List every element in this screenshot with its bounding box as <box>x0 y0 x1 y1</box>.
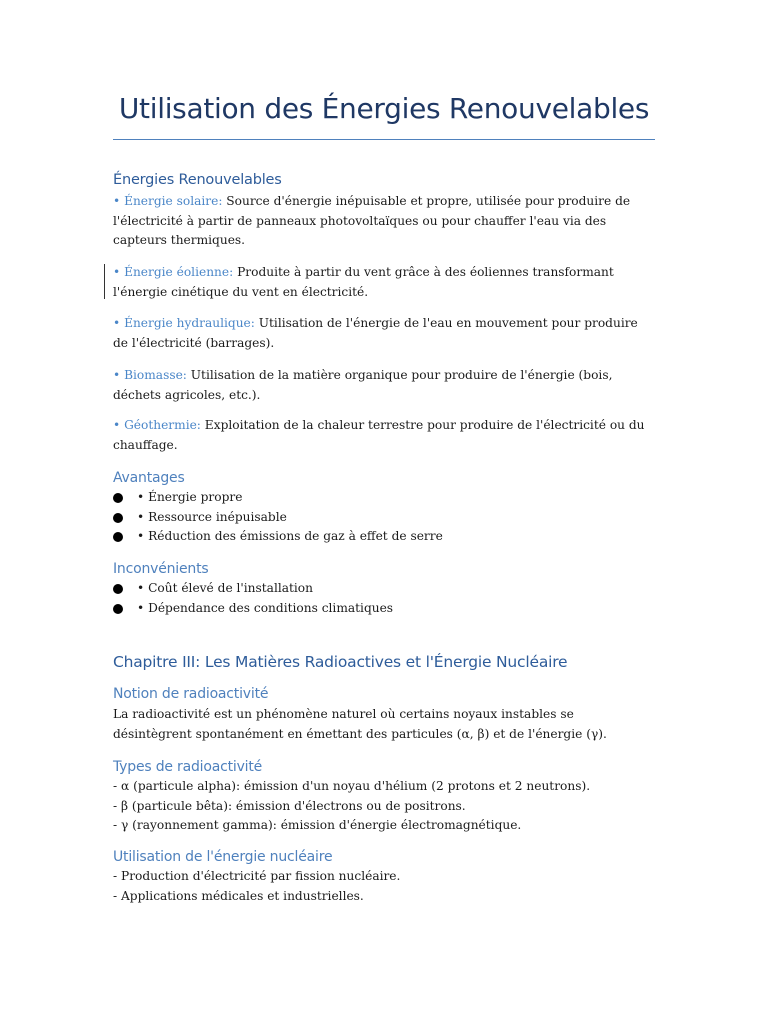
term-wind: • Énergie éolienne: <box>113 265 234 279</box>
bullet-icon <box>113 493 123 503</box>
list-item: - α (particule alpha): émission d'un noyau d'hélium (2 protons et 2 neutrons). <box>113 779 591 793</box>
text-wind: Produite à partir du vent grâce à des éoliennes transformant l'énergie cinétique du vent en électricité. <box>113 265 614 299</box>
document-title: Utilisation des Énergies Renouvelables <box>118 92 650 125</box>
bullet-icon <box>113 604 123 614</box>
list-item: - γ (rayonnement gamma): émission d'énergie électromagnétique. <box>113 818 522 832</box>
paragraph-geothermal <box>113 416 655 455</box>
bullet-icon <box>113 584 123 594</box>
types-list <box>113 777 655 836</box>
text-cursor <box>104 264 105 299</box>
drawbacks-list <box>113 579 655 618</box>
bullet-icon <box>113 513 123 523</box>
text-biomass: Utilisation de la matière organique pour produire de l'énergie (bois, déchets agricoles, etc.). <box>113 368 613 402</box>
paragraph-wind <box>113 263 655 302</box>
term-geothermal: • Géothermie: <box>113 418 201 432</box>
term-hydro: • Énergie hydraulique: <box>113 316 255 330</box>
title-divider <box>113 139 655 140</box>
list-item: • Coût élevé de l'installation <box>113 579 655 599</box>
list-item: - Production d'électricité par fission nucléaire. <box>113 869 401 883</box>
list-item: - Applications médicales et industrielles. <box>113 888 364 903</box>
list-item: • Réduction des émissions de gaz à effet de serre <box>113 527 655 547</box>
list-item: • Ressource inépuisable <box>113 508 655 528</box>
advantages-list <box>113 488 655 547</box>
paragraph-biomass <box>113 366 655 405</box>
text-geothermal: Exploitation de la chaleur terrestre pour produire de l'électricité ou du chauffage. <box>113 418 645 452</box>
section-heading-advantages: Avantages <box>113 470 185 486</box>
section-heading-drawbacks: Inconvénients <box>113 561 209 577</box>
text-hydro: Utilisation de l'énergie de l'eau en mouvement pour produire de l'électricité (barrages). <box>113 316 638 350</box>
bullet-icon <box>113 532 123 542</box>
section-heading-types: Types de radioactivité <box>113 759 263 775</box>
paragraph-hydro <box>113 314 655 353</box>
section-heading-usage: Utilisation de l'énergie nucléaire <box>113 849 333 865</box>
list-item: - β (particule bêta): émission d'électrons ou de positrons. <box>113 798 466 813</box>
section-heading-renewables: Énergies Renouvelables <box>113 172 282 188</box>
list-item: • Dépendance des conditions climatiques <box>113 599 655 619</box>
paragraph-radioactivity: La radioactivité est un phénomène naturel où certains noyaux instables se désintègrent spontanément en émettant des particules (α, β) et de l'énergie (γ). <box>113 707 607 741</box>
term-solar: • Énergie solaire: <box>113 194 223 208</box>
usage-list <box>113 867 655 906</box>
term-biomass: • Biomasse: <box>113 368 187 382</box>
list-item: • Énergie propre <box>113 488 655 508</box>
section-heading-radioactivity: Notion de radioactivité <box>113 686 269 702</box>
paragraph-solar <box>113 192 655 251</box>
text-solar: Source d'énergie inépuisable et propre, utilisée pour produire de l'électricité à partir de panneaux photovoltaïques ou pour chauffer l'eau via des capteurs thermiques. <box>113 194 631 247</box>
chapter-heading: Chapitre III: Les Matières Radioactives et l'Énergie Nucléaire <box>113 653 568 671</box>
